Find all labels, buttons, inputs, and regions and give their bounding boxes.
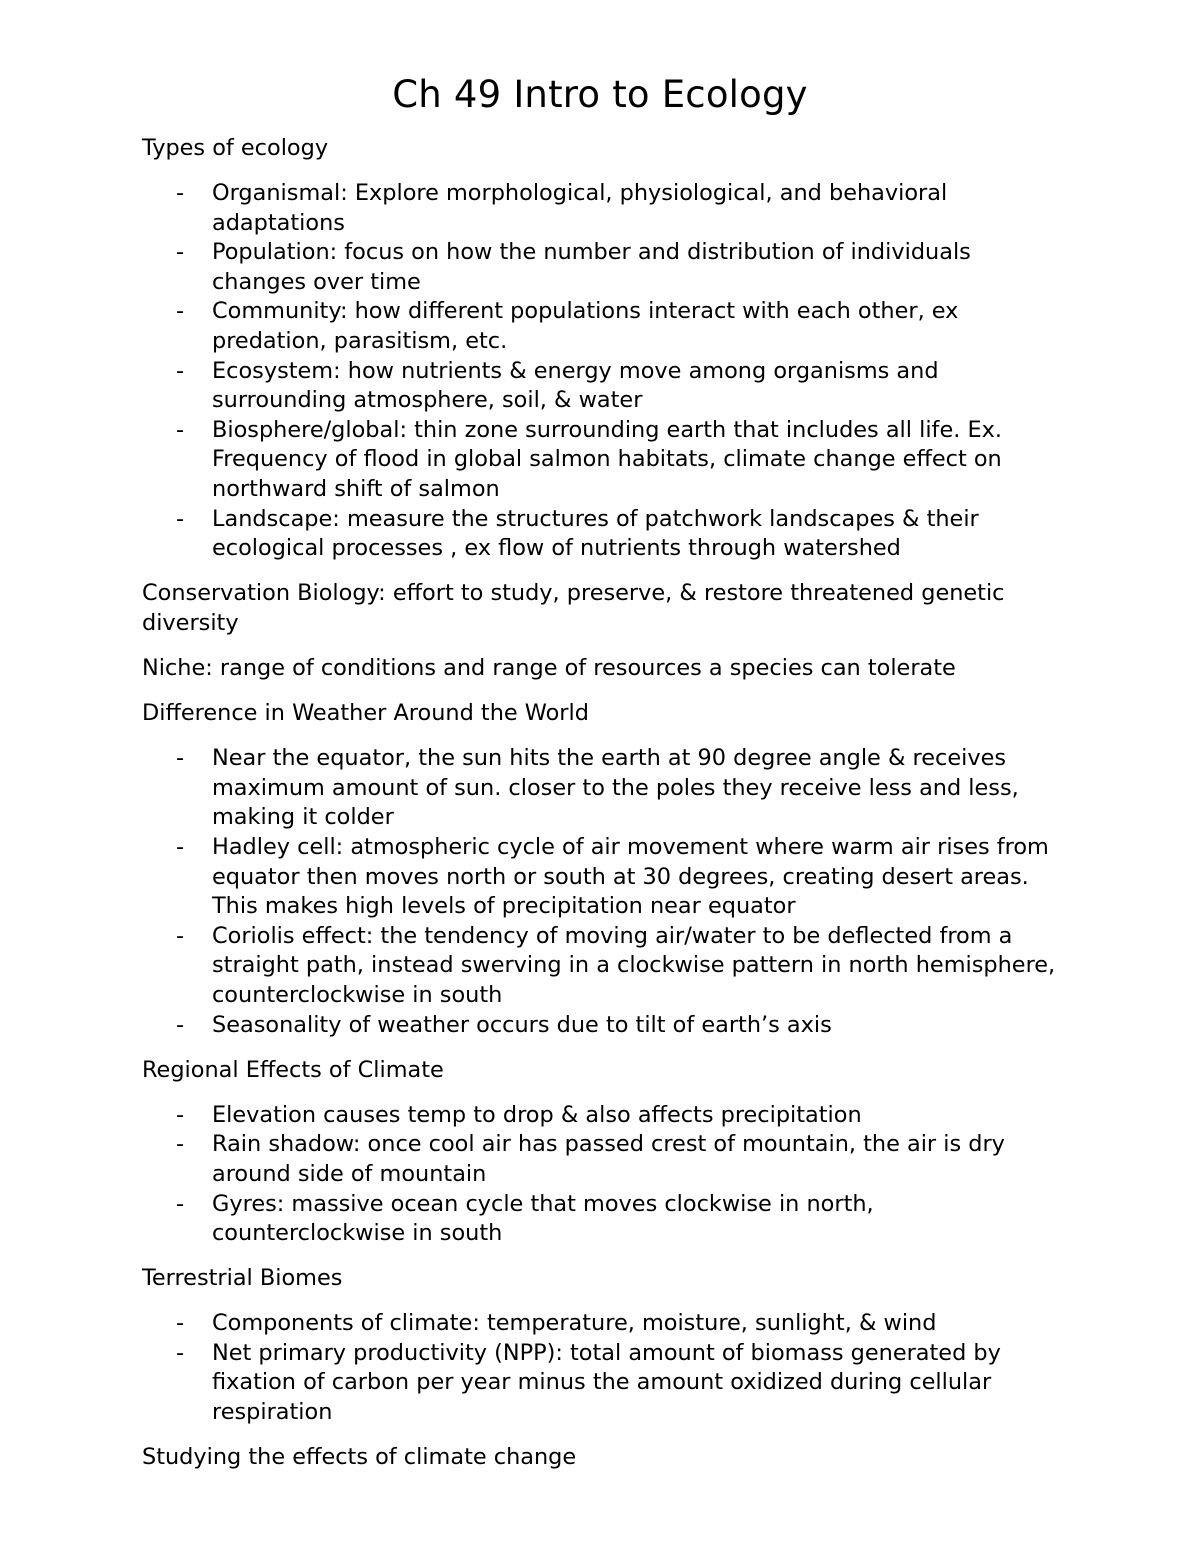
list-item: [142, 744, 1067, 833]
bullet-marker: -: [176, 922, 185, 949]
list-item-text: Hadley cell: atmospheric cycle of air movement where warm air rises from equator then moves north or south at 30 degrees, creating desert areas. This makes high levels of precipitation near equator: [212, 833, 1049, 920]
list-item: [142, 1339, 1067, 1428]
bullet-marker: -: [176, 1190, 185, 1217]
list-item-text: Biosphere/global: thin zone surrounding earth that includes all life. Ex. Frequency of flood in global salmon habitats, climate change effect on northward shift of salmon: [212, 416, 1002, 503]
section-weather-differences: [142, 699, 1067, 1040]
section-niche: [142, 654, 1067, 684]
list-item: [142, 833, 1067, 922]
section-heading: Types of ecology: [142, 135, 329, 161]
bullet-list: [142, 744, 1067, 1040]
bullet-list: [142, 179, 1067, 564]
list-item: [142, 1130, 1067, 1189]
bullet-marker: -: [176, 833, 185, 860]
section-terrestrial-biomes: [142, 1264, 1067, 1427]
list-item-text: Population: focus on how the number and distribution of individuals changes over time: [212, 239, 971, 295]
list-item-text: Gyres: massive ocean cycle that moves clockwise in north, counterclockwise in south: [212, 1190, 874, 1247]
section-heading: Regional Effects of Climate: [142, 1056, 444, 1083]
paragraph: Niche: range of conditions and range of resources a species can tolerate: [142, 655, 956, 681]
bullet-marker: -: [176, 1310, 185, 1337]
section-types-of-ecology: [142, 134, 1067, 564]
list-item: [142, 357, 1067, 416]
list-item-text: Elevation causes temp to drop & also affects precipitation: [212, 1101, 862, 1128]
bullet-marker: -: [176, 298, 185, 325]
list-item: [142, 179, 1067, 238]
section-heading: Studying the effects of climate change: [142, 1444, 577, 1471]
list-item-text: Seasonality of weather occurs due to tilt of earth’s axis: [212, 1011, 832, 1038]
list-item-text: Coriolis effect: the tendency of moving air/water to be deflected from a straight path, instead swerving in a clockwise pattern in north hemisphere, counterclockwise in south: [212, 922, 1056, 1008]
paragraph: Conservation Biology: effort to study, preserve, & restore threatened genetic diversity: [142, 580, 1005, 636]
list-item-text: Components of climate: temperature, moisture, sunlight, & wind: [212, 1310, 937, 1337]
list-item-text: Organismal: Explore morphological, physiological, and behavioral adaptations: [212, 180, 948, 236]
bullet-marker: -: [176, 1339, 185, 1366]
bullet-marker: -: [176, 1131, 185, 1158]
bullet-marker: -: [176, 416, 185, 443]
bullet-marker: -: [176, 745, 185, 772]
bullet-list: [142, 1309, 1067, 1427]
list-item: [142, 238, 1067, 297]
list-item-text: Ecosystem: how nutrients & energy move among organisms and surrounding atmosphere, soil, & water: [212, 357, 939, 414]
list-item: [142, 416, 1067, 505]
section-heading: Difference in Weather Around the World: [142, 700, 589, 727]
list-item: [142, 1011, 1067, 1041]
document-title: Ch 49 Intro to Ecology: [392, 73, 808, 116]
bullet-marker: -: [176, 180, 185, 207]
list-item-text: Community: how different populations interact with each other, ex predation, parasitism, etc.: [212, 298, 959, 355]
bullet-list: [142, 1101, 1067, 1249]
section-climate-change-effects: [142, 1443, 1067, 1473]
list-item: [142, 1309, 1067, 1339]
list-item: [142, 1101, 1067, 1131]
section-regional-climate: [142, 1056, 1067, 1249]
bullet-marker: -: [176, 239, 185, 266]
bullet-marker: -: [176, 1101, 185, 1128]
list-item-text: Near the equator, the sun hits the earth at 90 degree angle & receives maximum amount of sun. closer to the poles they receive less and less, making it colder: [212, 745, 1019, 831]
bullet-marker: -: [176, 505, 185, 532]
list-item-text: Landscape: measure the structures of patchwork landscapes & their ecological processes , ex flow of nutrients through watershed: [212, 505, 979, 562]
section-conservation-biology: [142, 579, 1067, 638]
document-body: [142, 134, 1067, 1488]
list-item: [142, 297, 1067, 356]
list-item: [142, 1190, 1067, 1249]
list-item: [142, 505, 1067, 564]
bullet-marker: -: [176, 1011, 185, 1038]
section-heading: Terrestrial Biomes: [142, 1265, 343, 1292]
list-item-text: Rain shadow: once cool air has passed crest of mountain, the air is dry around side of mountain: [212, 1131, 1005, 1187]
list-item: [142, 922, 1067, 1011]
bullet-marker: -: [176, 357, 185, 384]
list-item-text: Net primary productivity (NPP): total amount of biomass generated by fixation of carbon per year minus the amount oxidized during cellular respiration: [212, 1339, 1001, 1426]
